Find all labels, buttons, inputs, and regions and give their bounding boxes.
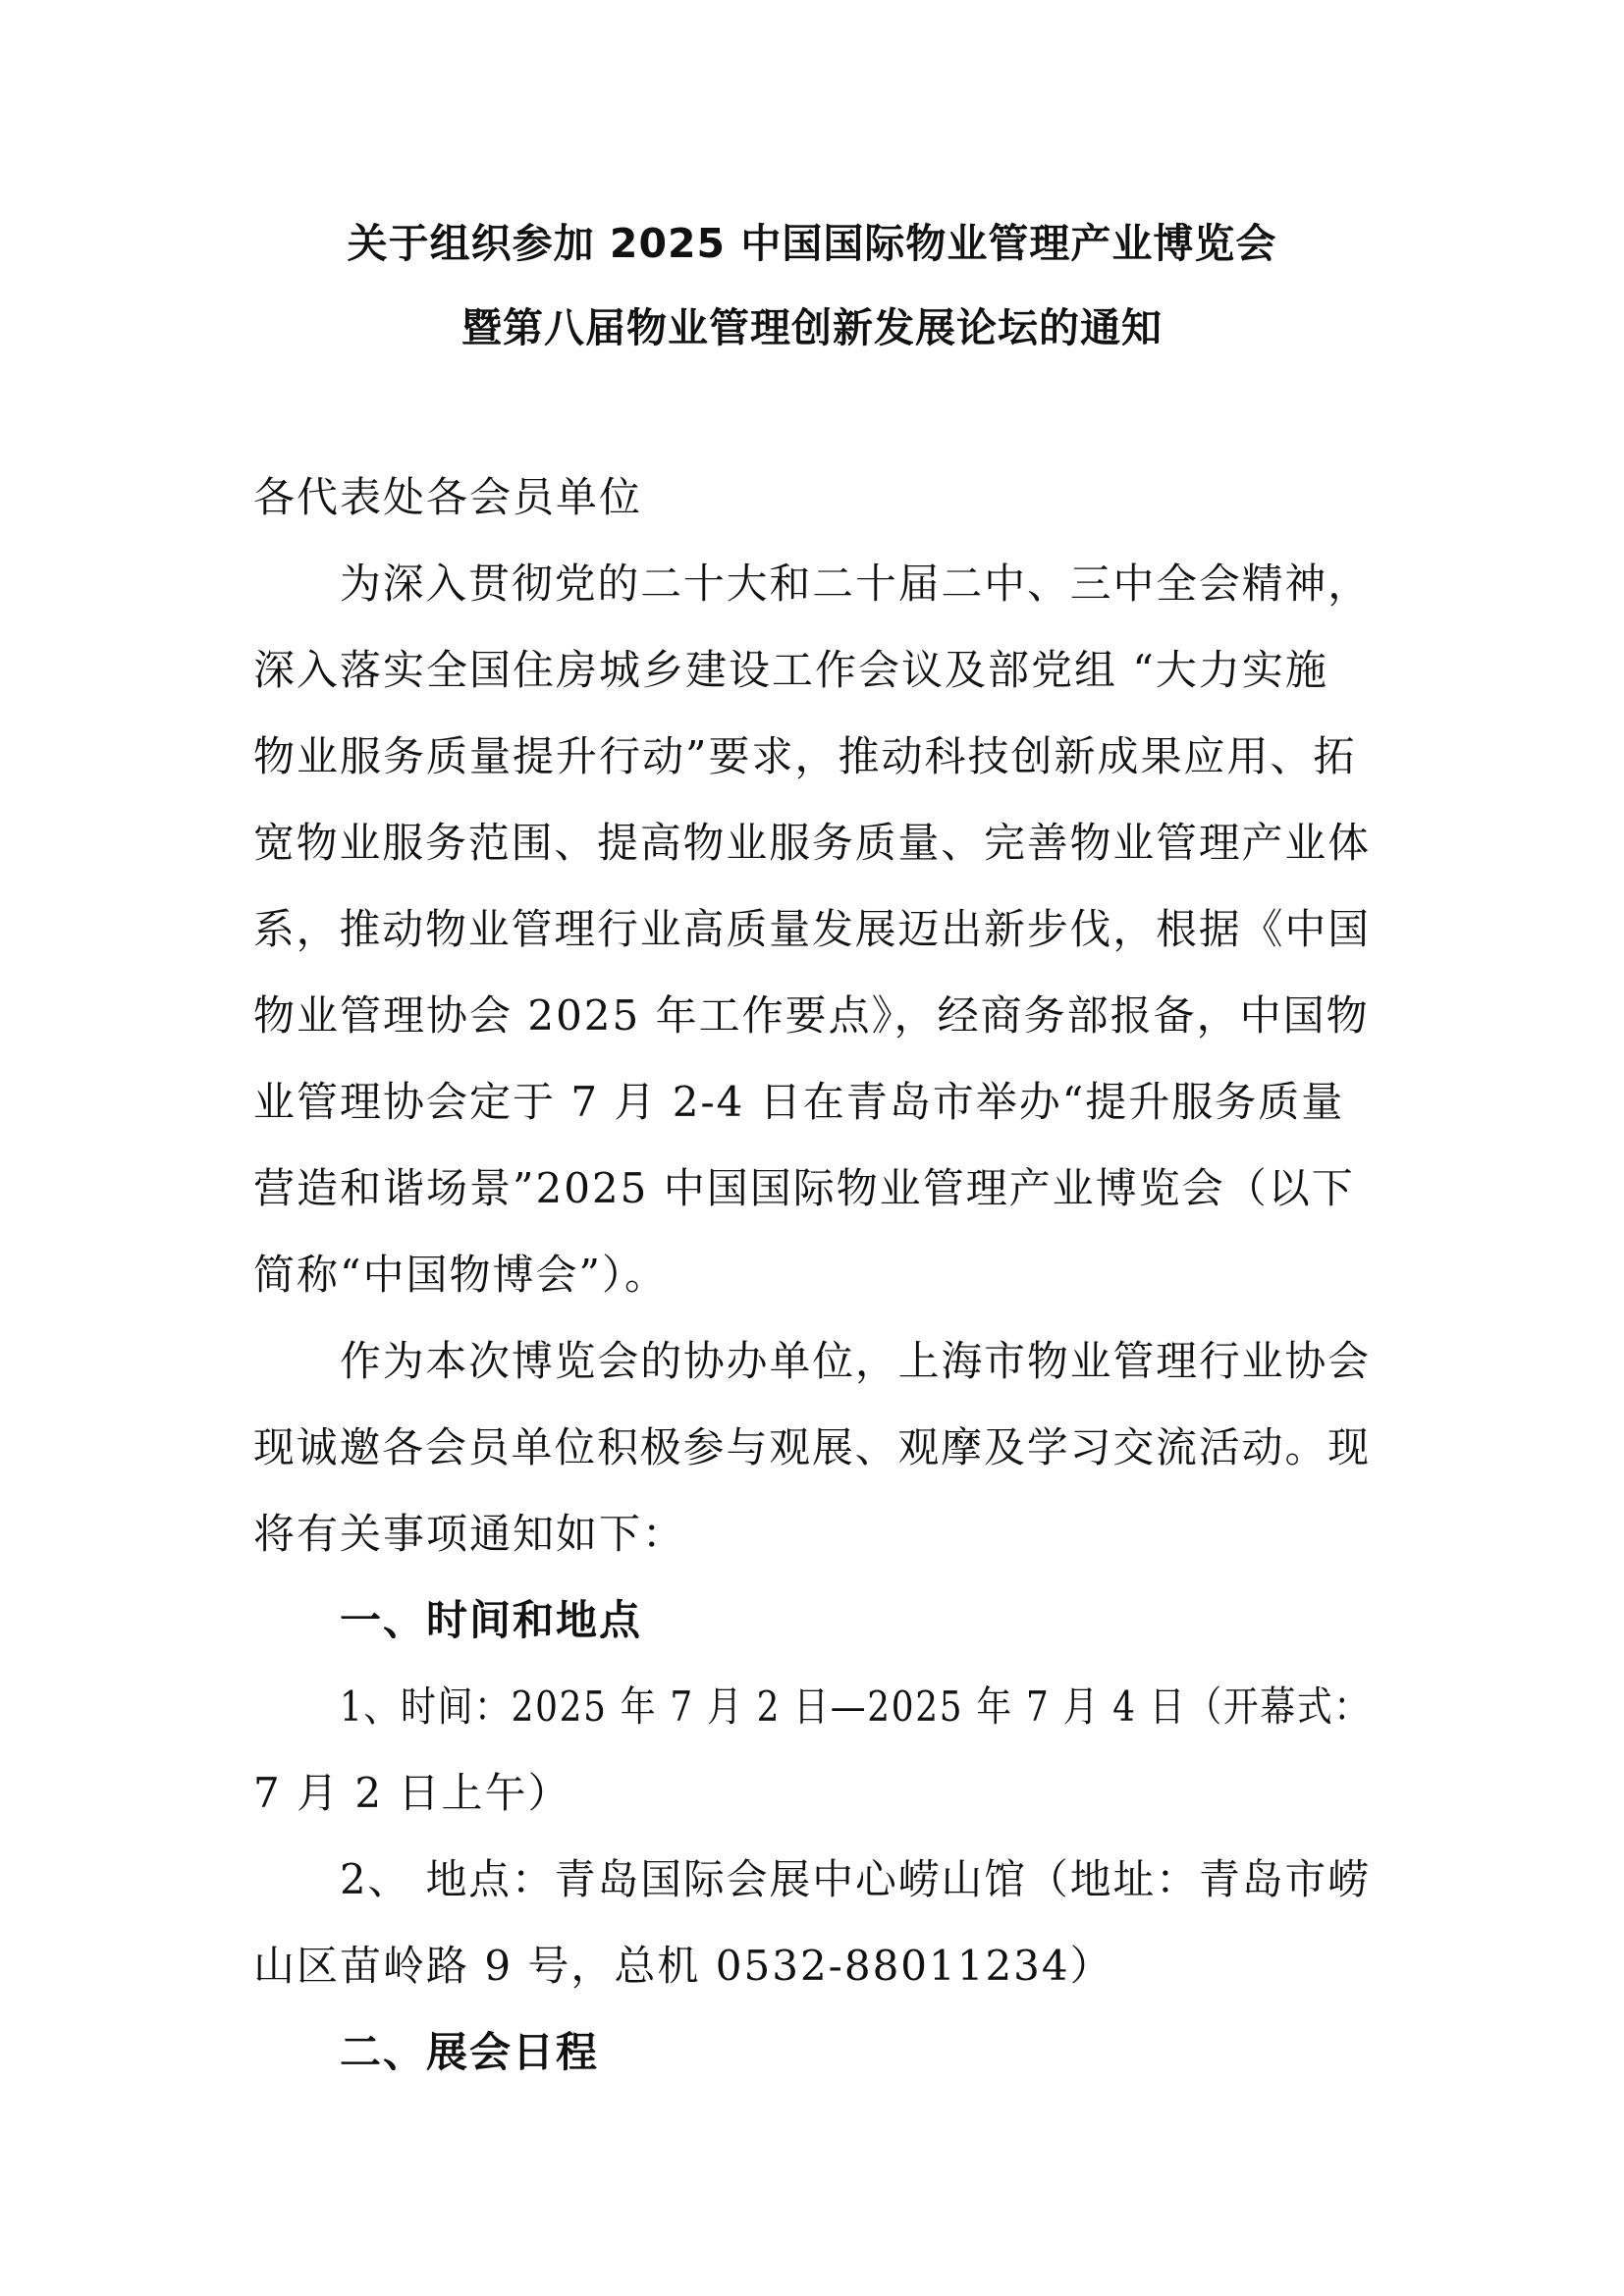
paragraph-2-line: 将有关事项通知如下： bbox=[253, 1510, 686, 1558]
paragraph-2-line: 作为本次博览会的协办单位，上海市物业管理行业协会 bbox=[340, 1337, 1371, 1385]
section-1-item-2-line: 山区苗岭路 9 号，总机 0532-88011234） bbox=[253, 1942, 1113, 1990]
section-1-heading: 一、时间和地点 bbox=[340, 1596, 643, 1644]
paragraph-1-line: 物业服务质量提升行动”要求，推动科技创新成果应用、拓 bbox=[253, 732, 1357, 780]
section-1-item-2-line: 2、 地点：青岛国际会展中心崂山馆（地址：青岛市崂 bbox=[340, 1855, 1371, 1903]
paragraph-1-line: 系，推动物业管理行业高质量发展迈出新步伐，根据《中国 bbox=[253, 905, 1371, 953]
paragraph-1-line: 为深入贯彻党的二十大和二十届二中、三中全会精神， bbox=[340, 560, 1371, 608]
paragraph-1-line: 营造和谐场景”2025 中国国际物业管理产业博览会（以下 bbox=[253, 1164, 1355, 1212]
section-1-item-1-line: 1、时间：2025 年 7 月 2 日—2025 年 7 月 4 日（开幕式： bbox=[340, 1682, 1371, 1731]
paragraph-1-line: 深入落实全国住房城乡建设工作会议及部党组 “大力实施 bbox=[253, 646, 1328, 694]
paragraph-1-line: 宽物业服务范围、提高物业服务质量、完善物业管理产业体 bbox=[253, 819, 1371, 867]
paragraph-1-line: 简称“中国物博会”）。 bbox=[253, 1251, 668, 1299]
section-1-item-1-line: 7 月 2 日上午） bbox=[253, 1769, 571, 1817]
document-title-line-1: 关于组织参加 2025 中国国际物业管理产业博览会 bbox=[347, 220, 1277, 267]
paragraph-2-line: 现诚邀各会员单位积极参与观展、观摩及学习交流活动。现 bbox=[253, 1423, 1371, 1471]
paragraph-1-line: 物业管理协会 2025 年工作要点》，经商务部报备，中国物 bbox=[253, 991, 1370, 1040]
salutation: 各代表处各会员单位 bbox=[253, 473, 643, 521]
paragraph-1-line: 业管理协会定于 7 月 2-4 日在青岛市举办“提升服务质量 bbox=[253, 1078, 1345, 1126]
section-2-heading: 二、展会日程 bbox=[340, 2028, 600, 2076]
document-title-line-2: 暨第八届物业管理创新发展论坛的通知 bbox=[461, 304, 1163, 351]
